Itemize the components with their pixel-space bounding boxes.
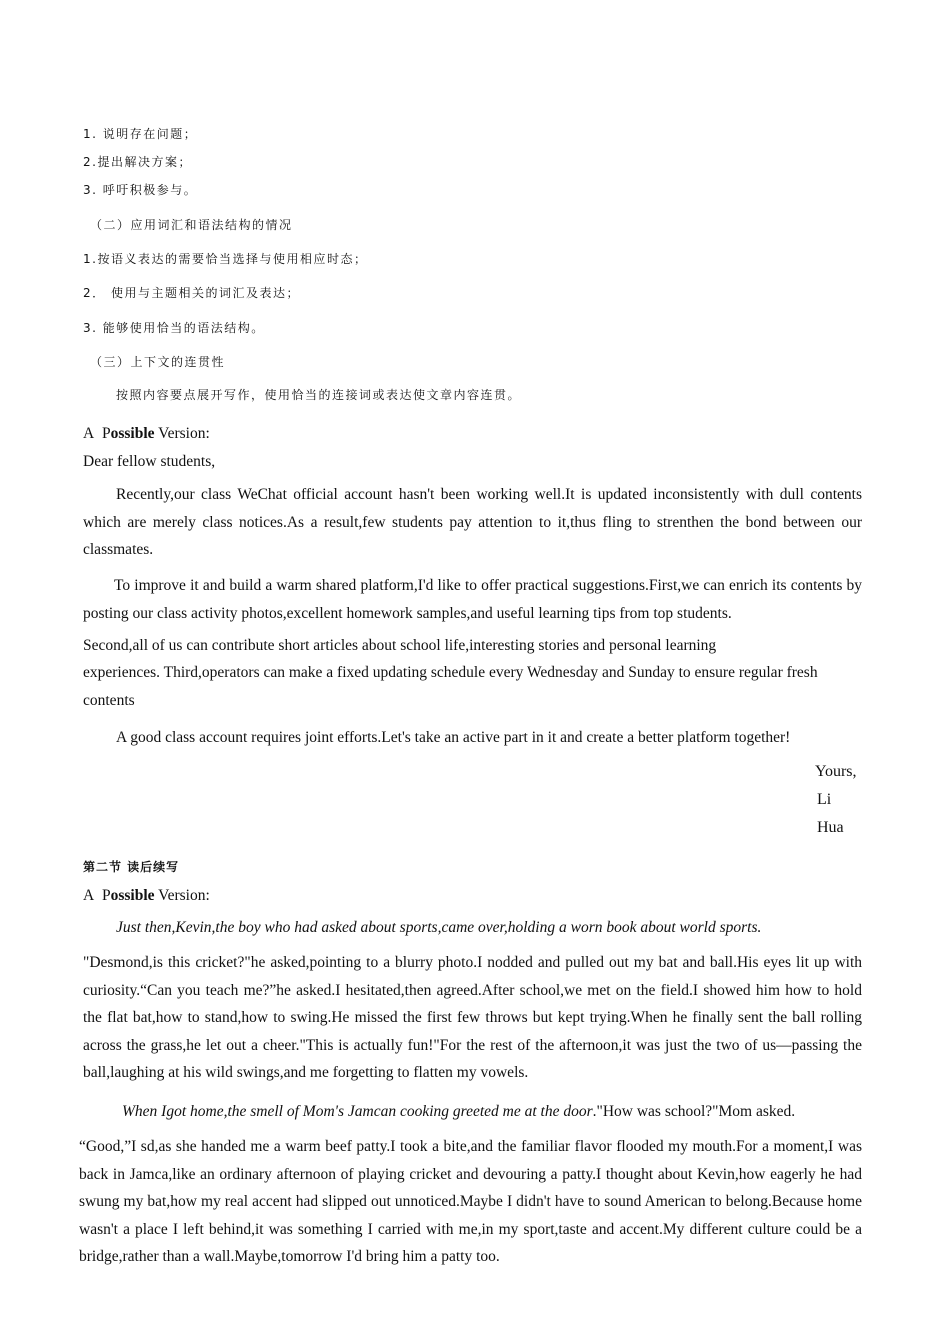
outline-item-2: 2.提出解决方案； [83,155,192,169]
story-paragraph-1: "Desmond,is this cricket?"he asked,pointing to a blurry photo.I nodded and pulled out my bat and ball.His eyes lit up with curiosity.“Can you teach me?”he asked.I hesitated,then agreed.After school,we met on the field.I showed him how to hold the flat bat,how to stand,how to swing.He missed the first few throws but kept trying.When he finally sent the ball rolling across the grass,he let out a cheer."This is actually fun!"For the rest of the afternoon,it was just the two of us—passing the ball,laughing at his wild swings,and me forgetting to flatten my vowels. [83,954,862,1081]
story-paragraph-2: “Good,”I sd,as she handed me a warm beef patty.I took a bite,and the familiar flavor flooded my mouth.For a moment,I was back in Jamca,like an ordinary afternoon of playing cricket and devouring a patty.I thought about Kevin,how eagerly he had swung my bat,how my real accent had slipped out unnoticed.Maybe I didn't have to sound American to belong.Because home wasn't a place I left behind,it was something I carried with me,in my sport,taste and accent.My different culture could be a bridge,rather than a wall.Maybe,tomorrow I'd bring him a patty too. [79,1138,862,1265]
signature-line-2: Hua [817,819,844,836]
letter-paragraph-2b-line-3: contents [83,692,135,709]
signature-line-1: Li [817,791,832,808]
outline-item-1: 1. 说明存在问题； [83,127,198,141]
section-2-title: （二）应用词汇和语法结构的情况 [90,218,293,232]
continuation-opening-1: Just then,Kevin,the boy who had asked about sports,came over,holding a worn book about world sports. [116,919,762,936]
letter-paragraph-3: A good class account requires joint efforts.Let's take an active part in it and create a better platform together! [116,729,791,746]
outline2-item-3: 3. 能够使用恰当的语法结构。 [83,321,265,335]
outline2-item-1: 1.按语义表达的需要恰当选择与使用相应时态； [83,252,368,266]
letter-paragraph-2b-line-1: Second,all of us can contribute short articles about school life,interesting stories and personal learning [83,637,717,654]
section-heading: 第二节 读后续写 [83,860,180,874]
continuation-opening-2: When Igot home,the smell of Mom's Jamcan cooking greeted me at the door."How was school?"Mom asked. [122,1103,796,1120]
letter-greeting: Dear fellow students, [83,453,216,470]
outline-item-3: 3. 呼吁积极参与。 [83,183,198,197]
letter-paragraph-2b-line-2: experiences. Third,operators can make a fixed updating schedule every Wednesday and Sunday to ensure regular fresh [83,664,818,681]
letter-paragraph-1: Recently,our class WeChat official account hasn't been working well.It is updated inconsistently with dull contents which are merely class notices.As a result,few students pay attention to it,thus fling to strenthen the bond between our classmates. [83,486,862,558]
section-3-text: 按照内容要点展开写作，使用恰当的连接词或表达使文章内容连贯。 [116,388,522,402]
letter-closing: Yours, [815,763,857,780]
section-3-title: （三）上下文的连贯性 [90,355,226,369]
version-label: A Possible Version: [83,425,210,442]
version-label-2: A Possible Version: [83,887,210,904]
outline2-item-2: 2． 使用与主题相关的词汇及表达； [83,286,300,300]
letter-paragraph-2: To improve it and build a warm shared platform,I'd like to offer practical suggestions.First,we can enrich its contents by posting our class activity photos,excellent homework samples,and useful learning tips from top students. [83,577,862,622]
